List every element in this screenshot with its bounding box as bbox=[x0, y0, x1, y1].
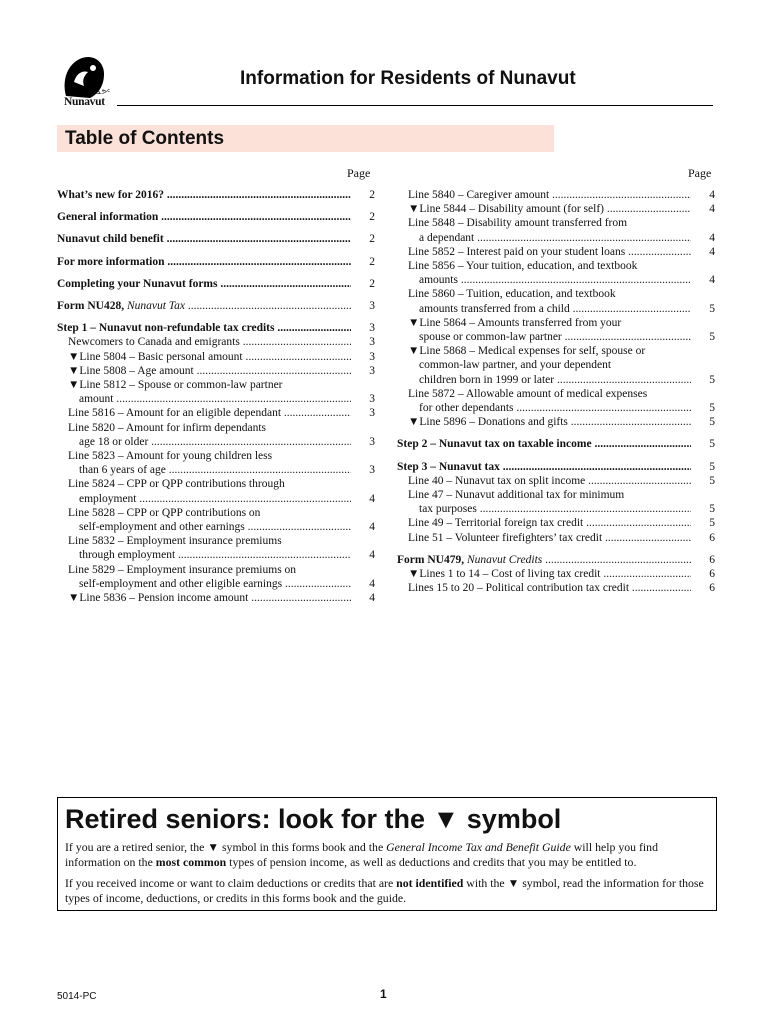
toc-entry-line-5844[interactable]: ▼Line 5844 – Disability amount (for self) ..... 4 bbox=[397, 202, 715, 216]
toc-entry-completing-forms[interactable]: Completing your Nunavut forms ..... 2 bbox=[57, 277, 375, 291]
toc-entry-form-nu428[interactable]: Form NU428, Nunavut Tax ..... 3 bbox=[57, 299, 375, 313]
toc-entry-line-5829-line1: Line 5829 – Employment insurance premiums on bbox=[68, 563, 297, 576]
toc-entry-line-5829[interactable]: self-employment and other eligible earnings ..... 4 bbox=[57, 577, 375, 591]
toc-entry-line-5823[interactable]: than 6 years of age ..... 3 bbox=[57, 463, 375, 477]
toc-entry-line-5824-line1: Line 5824 – CPP or QPP contributions through bbox=[68, 478, 285, 491]
toc-entry-line-5804[interactable]: ▼Line 5804 – Basic personal amount ..... 3 bbox=[57, 350, 375, 364]
toc-entry-whats-new[interactable]: What’s new for 2016? ..... 2 bbox=[57, 188, 375, 202]
toc-heading: Table of Contents bbox=[65, 128, 225, 149]
toc-entry-newcomers[interactable]: Newcomers to Canada and emigrants ..... 3 bbox=[57, 335, 375, 349]
toc-entry-form-nu479[interactable]: Form NU479, Nunavut Credits ..... 6 bbox=[397, 553, 715, 567]
svg-text:ᓄᓇᕗᑦ: ᓄᓇᕗᑦ bbox=[90, 88, 110, 96]
form-code: 5014-PC bbox=[57, 991, 97, 1002]
toc-entry-line-5812-line1: ▼Line 5812 – Spouse or common-law partner bbox=[68, 379, 283, 392]
toc-entry-line-51[interactable]: Line 51 – Volunteer firefighters’ tax credit ..... 6 bbox=[397, 531, 715, 545]
toc-entry-line-5848-line1: Line 5848 – Disability amount transferred from bbox=[408, 217, 628, 230]
toc-entry-line-5896[interactable]: ▼Line 5896 – Donations and gifts ..... 5 bbox=[397, 415, 715, 429]
toc-entry-line-5860-line1: Line 5860 – Tuition, education, and textbook bbox=[408, 288, 616, 301]
toc-entry-line-5868[interactable]: children born in 1999 or later ..... 5 bbox=[397, 373, 715, 387]
toc-entry-line-5840[interactable]: Line 5840 – Caregiver amount ..... 4 bbox=[397, 188, 715, 202]
toc-entry-line-5823-line1: Line 5823 – Amount for young children less bbox=[68, 450, 273, 463]
retired-seniors-paragraph-2: If you received income or want to claim deductions or credits that are not identified with the ▼ symbol, read the information for those types of income, deductions, or credits in this forms book and the guide. bbox=[65, 876, 704, 905]
nunavut-coat-of-arms-icon bbox=[60, 52, 110, 112]
retired-seniors-box bbox=[57, 797, 717, 911]
toc-entry-line-5864[interactable]: spouse or common-law partner ..... 5 bbox=[397, 330, 715, 344]
toc-entry-line-5868-line2: common-law partner, and your dependent bbox=[419, 359, 612, 372]
toc-entry-line-5856-line1: Line 5856 – Your tuition, education, and textbook bbox=[408, 260, 638, 273]
toc-entry-line-5872[interactable]: for other dependants ..... 5 bbox=[397, 401, 715, 415]
toc-entry-line-5808[interactable]: ▼Line 5808 – Age amount ..... 3 bbox=[57, 364, 375, 378]
toc-entry-line-5864-line1: ▼Line 5864 – Amounts transferred from your bbox=[408, 316, 622, 329]
toc-entry-line-5836[interactable]: ▼Line 5836 – Pension income amount ..... 4 bbox=[57, 591, 375, 605]
toc-entry-step-2[interactable]: Step 2 – Nunavut tax on taxable income ..... 5 bbox=[397, 437, 715, 451]
page-column-header-left: Page bbox=[347, 166, 371, 180]
retired-seniors-heading: Retired seniors: look for the ▼ symbol bbox=[65, 804, 562, 834]
title-divider bbox=[117, 105, 713, 106]
toc-entry-more-information[interactable]: For more information ..... 2 bbox=[57, 255, 375, 269]
retired-seniors-paragraph-1: If you are a retired senior, the ▼ symbol in this forms book and the General Income Tax and Benefit Guide will help you find information on the most common types of pension income, as well as deductions and credits that you may be entitled to. bbox=[65, 840, 658, 869]
toc-entry-line-5816[interactable]: Line 5816 – Amount for an eligible dependant ..... 3 bbox=[57, 406, 375, 420]
toc-right-column bbox=[397, 188, 715, 595]
toc-entry-line-5868-line1: ▼Line 5868 – Medical expenses for self, spouse or bbox=[408, 345, 646, 358]
toc-entry-general-information[interactable]: General information ..... 2 bbox=[57, 210, 375, 224]
toc-entry-line-5852[interactable]: Line 5852 – Interest paid on your student loans ..... 4 bbox=[397, 245, 715, 259]
toc-entry-line-5820[interactable]: age 18 or older ..... 3 bbox=[57, 435, 375, 449]
toc-entry-step-3[interactable]: Step 3 – Nunavut tax ..... 5 bbox=[397, 460, 715, 474]
toc-entry-line-5860[interactable]: amounts transferred from a child ..... 5 bbox=[397, 302, 715, 316]
toc-entry-line-47[interactable]: tax purposes ..... 5 bbox=[397, 502, 715, 516]
toc-entry-line-47-line1: Line 47 – Nunavut additional tax for minimum bbox=[408, 489, 625, 502]
toc-entry-line-5812[interactable]: amount ..... 3 bbox=[57, 392, 375, 406]
toc-entry-line-40[interactable]: Line 40 – Nunavut tax on split income ..... 5 bbox=[397, 474, 715, 488]
toc-entry-line-5824[interactable]: employment ..... 4 bbox=[57, 492, 375, 506]
toc-entry-line-49[interactable]: Line 49 – Territorial foreign tax credit ..... 5 bbox=[397, 516, 715, 530]
toc-entry-line-5872-line1: Line 5872 – Allowable amount of medical expenses bbox=[408, 387, 648, 400]
page-column-header-right: Page bbox=[688, 166, 712, 180]
page-title: Information for Residents of Nunavut bbox=[240, 68, 576, 89]
toc-entry-child-benefit[interactable]: Nunavut child benefit ..... 2 bbox=[57, 232, 375, 246]
toc-entry-lines-1-14[interactable]: ▼Lines 1 to 14 – Cost of living tax credit ..... 6 bbox=[397, 567, 715, 581]
logo-wordmark: Nunavut bbox=[64, 96, 105, 108]
toc-entry-line-5820-line1: Line 5820 – Amount for infirm dependants bbox=[68, 421, 267, 434]
toc-entry-line-5856[interactable]: amounts ..... 4 bbox=[397, 273, 715, 287]
toc-left-column bbox=[57, 188, 375, 605]
toc-entry-line-5828[interactable]: self-employment and other earnings ..... 4 bbox=[57, 520, 375, 534]
page-number: 1 bbox=[380, 987, 387, 1001]
toc-entry-lines-15-20[interactable]: Lines 15 to 20 – Political contribution tax credit ..... 6 bbox=[397, 581, 715, 595]
toc-entry-line-5848[interactable]: a dependant ..... 4 bbox=[397, 231, 715, 245]
toc-entry-line-5828-line1: Line 5828 – CPP or QPP contributions on bbox=[68, 506, 261, 519]
toc-entry-step-1[interactable]: Step 1 – Nunavut non-refundable tax credits ..... 3 bbox=[57, 321, 375, 335]
toc-entry-line-5832-line1: Line 5832 – Employment insurance premiums bbox=[68, 535, 282, 548]
toc-heading-bar bbox=[57, 125, 554, 152]
toc-entry-line-5832[interactable]: through employment ..... 4 bbox=[57, 548, 375, 562]
